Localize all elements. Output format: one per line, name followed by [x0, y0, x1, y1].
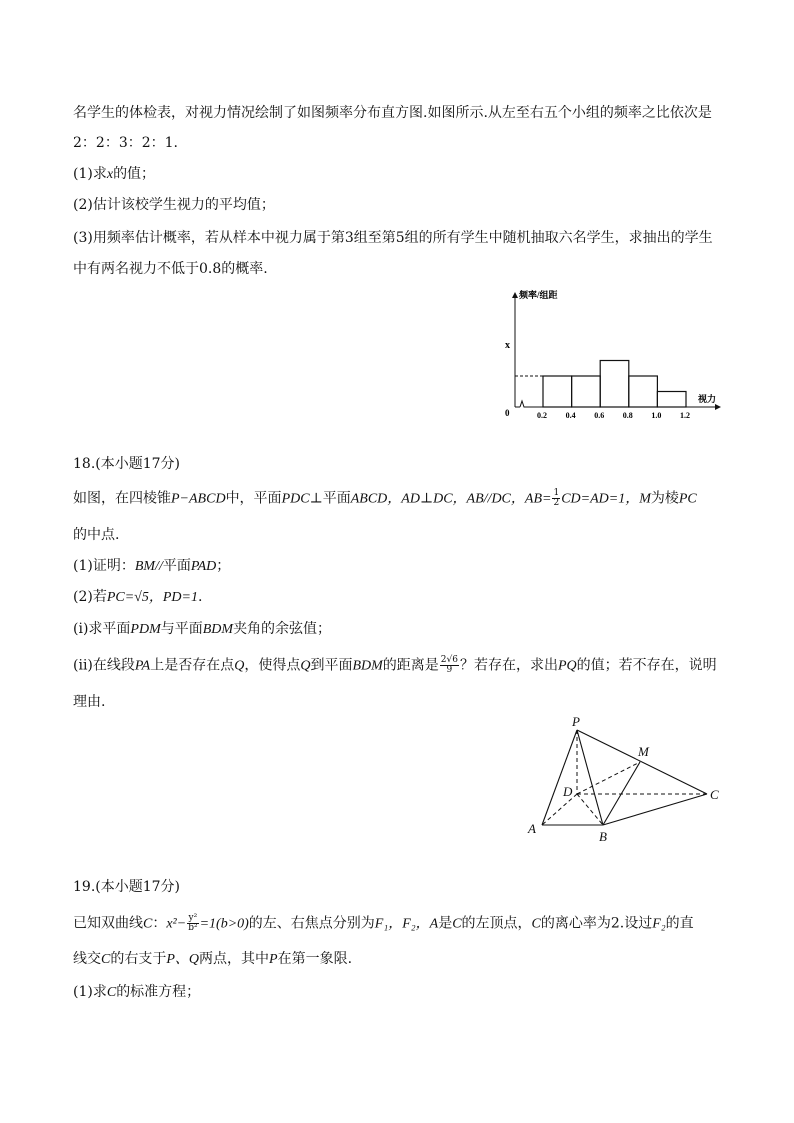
p19-l2-d: P、Q [166, 952, 200, 967]
p18-qii-c: 上是否存在点 [150, 657, 235, 674]
histogram-x-tick-3: 0.6 [594, 411, 605, 420]
histogram-bar-1 [543, 376, 572, 407]
p18-qi-a: (ⅰ)求平面 [73, 621, 131, 637]
p18-frac-num: 1 [553, 488, 560, 498]
p19-frac-num: y² [188, 913, 198, 923]
p18-q1-a: (1)证明： [73, 558, 135, 574]
histogram-origin-label: 0 [505, 408, 510, 418]
p18-stmt-j: PC [678, 491, 697, 507]
p18-qii-frac-den: 9 [446, 665, 453, 675]
p17-question-3 [73, 229, 713, 247]
p19-l2-b: C [101, 952, 111, 967]
p19-l1-d: x²− [166, 916, 187, 932]
p18-question-1 [73, 557, 230, 576]
p19-l1-f: 的左、右焦点分别为 [248, 915, 375, 932]
p18-stmt-g: CD=AD=1， [561, 491, 640, 507]
p19-statement [73, 914, 694, 934]
p18-question-2ii [73, 656, 717, 676]
p18-stmt-d: PDC⊥ [281, 491, 323, 507]
p19-header-text: 19.(本小题17分) [73, 879, 181, 895]
p18-stmt-f: ABCD，AD⊥DC，AB//DC，AB= [350, 491, 552, 507]
histogram-x-tick-6: 1.2 [680, 411, 690, 420]
p18-fraction-half [552, 489, 560, 508]
p18-q1-d: PAD [190, 559, 217, 574]
vertex-label-D: D [563, 784, 573, 799]
p19-fraction-y2-b2 [187, 914, 198, 933]
p18-stmt-i: 为棱 [650, 490, 679, 507]
p19-statement-cont [73, 950, 352, 969]
p18-stmt-h: M [639, 491, 651, 507]
p17-q2-text: (2)估计该校学生视力的平均值； [73, 197, 275, 213]
p18-qi-b: PDM [130, 622, 161, 637]
histogram-y-label: 频率/组距 [519, 290, 558, 300]
p18-stmt-a: 如图，在四棱锥 [73, 490, 171, 507]
p18-qii-i: 的距离是 [382, 657, 439, 674]
p17-q1-var: x [106, 167, 114, 182]
p19-l1-c: ： [152, 915, 167, 932]
p18-question-2i [73, 620, 331, 639]
p19-l1-n: 的直 [665, 915, 694, 932]
p18-stmt-e: 平面 [322, 490, 351, 507]
p19-q1-c: 的标准方程； [116, 984, 201, 1000]
p18-statement [73, 489, 697, 509]
p19-l1-a: 已知双曲线 [73, 915, 143, 932]
p19-l1-g: F₁，F₂，A [374, 916, 439, 932]
vertex-label-B: B [599, 829, 607, 844]
p18-qii-f: Q [300, 658, 311, 674]
p19-l1-l: 的离心率为2.设过 [540, 915, 653, 932]
p19-l1-i: C [452, 916, 462, 932]
p19-l1-k: C [531, 916, 541, 932]
p17-intro-line [73, 104, 712, 122]
p17-q1-post: 的值； [113, 166, 156, 182]
p18-stmt-b: P−ABCD [171, 491, 226, 507]
p19-question-1 [73, 983, 200, 1002]
p18-q2-b: PC=√5，PD=1 [106, 590, 198, 605]
p18-qii-e: ，使得点 [244, 657, 301, 674]
p17-intro-text: 名学生的体检表，对视力情况绘制了如图频率分布直方图.如图所示.从左至右五个小组的频率之比依次是 [73, 105, 712, 121]
p19-l2-g: 在第一象限. [277, 951, 353, 967]
p18-qii-h: BDM [352, 658, 383, 674]
p18-q2-c: . [197, 589, 203, 605]
p19-l2-f: P [269, 952, 278, 967]
p18-qii-a: (ⅱ)在线段 [73, 657, 135, 674]
p17-q1-pre: (1)求 [73, 166, 107, 182]
histogram-x-tick-5: 1.0 [651, 411, 662, 420]
p18-qii-frac-num: 2√6 [440, 655, 458, 665]
vertex-label-P: P [572, 714, 580, 729]
histogram-x-tick-2: 0.4 [565, 411, 576, 420]
p17-question-2 [73, 196, 275, 214]
histogram-x-tick-1: 0.2 [537, 411, 547, 420]
vertex-label-C: C [710, 787, 719, 802]
histogram-bar-5 [657, 392, 686, 408]
p19-l2-c: 的右支于 [110, 951, 167, 967]
p19-l2-a: 线交 [73, 951, 101, 967]
p18-qii-g: 到平面 [310, 657, 353, 674]
p18-q1-b: BM// [134, 559, 163, 574]
p19-l2-e: 两点，其中 [199, 951, 270, 967]
p18-qi-d: BDM [202, 622, 234, 637]
p19-l1-e: =1(b>0) [199, 916, 249, 932]
p18-stmt-line2: 的中点. [73, 527, 120, 543]
histogram-x-ticks [537, 411, 690, 420]
histogram-bars [543, 361, 686, 408]
p18-stmt-c: 中，平面 [225, 490, 282, 507]
p18-q1-e: ； [216, 558, 231, 574]
p17-q3-line1: (3)用频率估计概率，若从样本中视力属于第3组至第5组的所有学生中随机抽取六名学生，求抽出的学生 [73, 230, 713, 246]
p19-frac-den: b² [188, 923, 198, 933]
p17-ratio-line [73, 134, 178, 152]
p17-q3-line2: 中有两名视力不低于0.8的概率. [73, 261, 268, 277]
histogram-bar-2 [572, 376, 601, 407]
histogram-axis-break [520, 401, 528, 407]
edge-PA [542, 730, 577, 825]
pyramid-solid-edges [542, 730, 707, 825]
vertex-label-M: M [638, 744, 649, 759]
p18-qii-d: Q [234, 658, 245, 674]
p18-q2-a: (2)若 [73, 589, 107, 605]
histogram-y-tick-x: x [505, 340, 510, 351]
p18-question-2 [73, 588, 202, 607]
p18-q1-c: 平面 [162, 558, 191, 574]
p18-fraction-distance [440, 656, 459, 675]
p18-question-2ii-cont [73, 693, 105, 711]
p19-l1-b: C [143, 916, 153, 932]
p18-frac-den: 2 [553, 498, 560, 508]
vision-histogram [500, 285, 725, 425]
p19-q1-b: C [106, 985, 117, 1000]
p17-ratio-text: 2：2：3：2：1. [73, 135, 178, 151]
histogram-bar-3 [600, 361, 629, 408]
vertex-label-A: A [528, 821, 536, 836]
p18-qii-l: 的值；若不存在，说明 [576, 657, 717, 674]
histogram-x-tick-4: 0.8 [622, 411, 633, 420]
p19-q1-a: (1)求 [73, 984, 107, 1000]
p19-l1-j: 的左顶点， [461, 915, 532, 932]
histogram-x-label: 视力 [698, 394, 717, 404]
p19-l1-h: 是 [438, 915, 453, 932]
p18-qi-e: 夹角的余弦值； [233, 621, 332, 637]
pyramid-hidden-edges [542, 730, 707, 825]
p18-statement-cont [73, 526, 119, 544]
p18-qii-j: ？若存在，求出 [459, 657, 558, 674]
p18-header [73, 455, 180, 473]
p19-header [73, 878, 180, 896]
p18-qii-b: PA [134, 658, 151, 674]
histogram-bar-4 [629, 376, 658, 407]
p18-qi-c: 与平面 [160, 621, 203, 637]
p18-header-text: 18.(本小题17分) [73, 456, 181, 472]
p17-question-3-cont [73, 260, 268, 278]
p19-l1-m: F₂ [652, 916, 666, 932]
p17-question-1 [73, 165, 155, 184]
p18-qii-k: PQ [557, 658, 577, 674]
edge-PB [577, 730, 603, 825]
p18-qii-line2: 理由. [73, 694, 106, 710]
pyramid-figure [520, 712, 730, 847]
